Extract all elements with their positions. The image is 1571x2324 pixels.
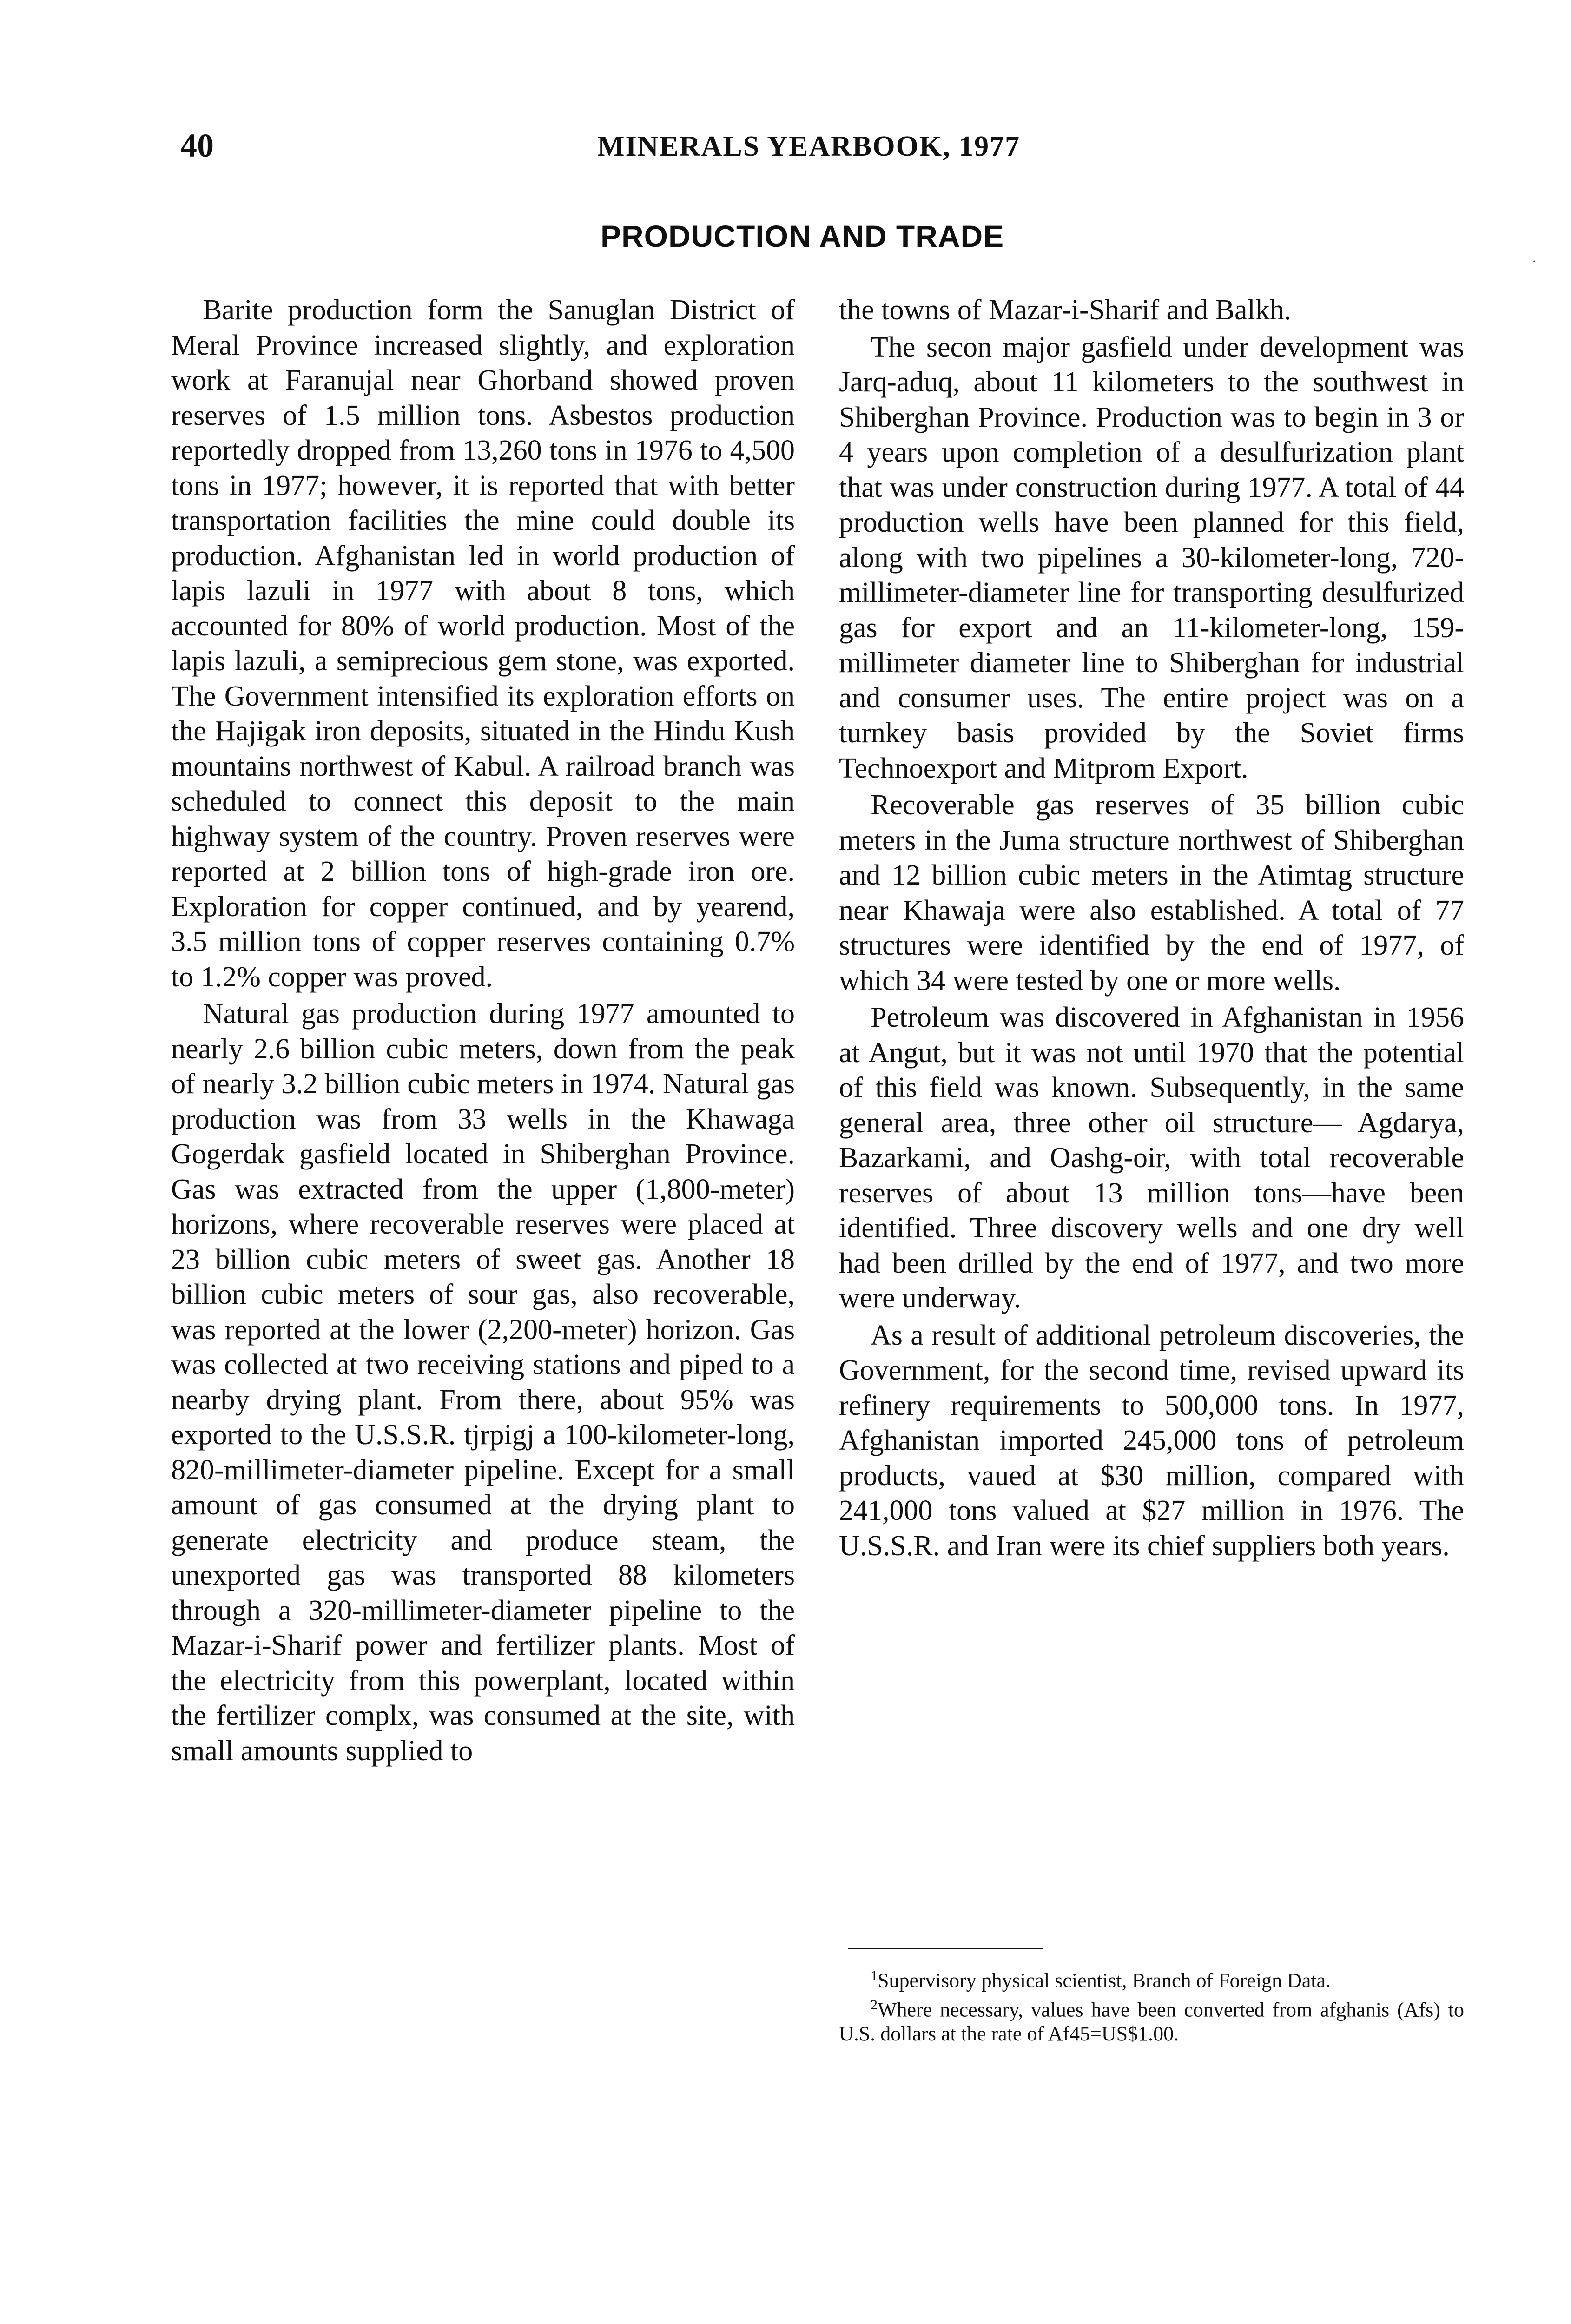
left-column	[171, 293, 795, 1769]
footnote-2-mark: 2	[871, 1997, 878, 2013]
footnote-1-mark: 1	[871, 1968, 878, 1983]
paragraph-gas-reserves: Recoverable gas reserves of 35 billion cubic meters in the Juma structure northwest of Shiberghan and 12 billion cubic meters in the Atimtag structure near Khawaja were also established. A total of 77 structures were identified by the end of 1977, of which 34 were tested by one or more wells.	[839, 789, 1464, 997]
paragraph-continuation: the towns of Mazar-i-Sharif and Balkh.	[839, 294, 1292, 326]
paragraph-refinery: As a result of additional petroleum discoveries, the Government, for the second time, revised upward its refinery requirements to 500,000 tons. In 1977, Afghanistan imported 245,000 tons of petroleum products, vaued at $30 million, compared with 241,000 tons valued at $27 million in 1976. The U.S.S.R. and Iran were its chief suppliers both years.	[839, 1319, 1464, 1562]
paragraph-natural-gas: Natural gas production during 1977 amounted to nearly 2.6 billion cubic meters, down from the peak of nearly 3.2 billion cubic meters in 1974. Natural gas production was from 33 wells in the Khawaga Gogerdak gasfield located in Shiberghan Province. Gas was extracted from the upper (1,800-meter) horizons, where recoverable reserves were placed at 23 billion cubic meters of sweet gas. Another 18 billion cubic meters of sour gas, also recoverable, was reported at the lower (2,200-meter) horizon. Gas was collected at two receiving stations and piped to a nearby drying plant. From there, about 95% was exported to the U.S.S.R. tjrpigj a 100-kilometer-long, 820-millimeter-diameter pipeline. Except for a small amount of gas consumed at the drying plant to generate electricity and produce steam, the unexported gas was transported 88 kilometers through a 320-millimeter-diameter pipeline to the Mazar-i-Sharif power and fertilizer plants. Most of the electricity from this powerplant, located within the fertilizer complx, was consumed at the site, with small amounts supplied to	[171, 998, 795, 1767]
right-column	[839, 293, 1464, 1564]
page-number: 40	[180, 127, 214, 164]
footnotes	[839, 1964, 1464, 2046]
paragraph-barite: Barite production form the Sanuglan District of Meral Province increased slightly, and exploration work at Faranujal near Ghorband showed proven reserves of 1.5 million tons. Asbestos production reportedly dropped from 13,260 tons in 1976 to 4,500 tons in 1977; however, it is reported that with better transportation facilities the mine could double its production. Afghanistan led in world production of lapis lazuli in 1977 with about 8 tons, which accounted for 80% of world production. Most of the lapis lazuli, a semiprecious gem stone, was exported. The Government intensified its exploration efforts on the Hajigak iron deposits, situated in the Hindu Kush mountains northwest of Kabul. A railroad branch was scheduled to connect this deposit to the main highway system of the country. Proven reserves were reported at 2 billion tons of high-grade iron ore. Exploration for copper continued, and by yearend, 3.5 million tons of copper reserves containing 0.7% to 1.2% copper was proved.	[171, 294, 795, 993]
footnote-rule	[848, 1948, 1043, 1949]
footnote-2	[839, 1993, 1464, 2047]
section-title: PRODUCTION AND TRADE	[601, 219, 1004, 253]
footnote-1	[839, 1964, 1464, 1993]
paragraph-petroleum: Petroleum was discovered in Afghanistan in 1956 at Angut, but it was not until 1970 that the potential of this field was known. Subsequently, in the same general area, three other oil structure— Agdarya, Bazarkami, and Oashg-oir, with total recoverable reserves of about 13 million tons—have been identified. Three discovery wells and one dry well had been drilled by the end of 1977, and two more were underway.	[839, 1002, 1464, 1314]
footnote-1-text: Supervisory physical scientist, Branch of Foreign Data.	[878, 1969, 1331, 1992]
footnote-2-text: Where necessary, values have been converted from afghanis (Afs) to U.S. dollars at the rate of Af45=US$1.00.	[839, 1998, 1464, 2046]
stray-mark: ·	[1532, 254, 1537, 269]
running-head: MINERALS YEARBOOK, 1977	[597, 131, 1021, 162]
paragraph-jarq-aduq: The secon major gasfield under development was Jarq-aduq, about 11 kilometers to the southwest in Shiberghan Province. Production was to begin in 3 or 4 years upon completion of a desulfurization plant that was under construction during 1977. A total of 44 production wells have been planned for this field, along with two pipelines a 30-kilometer-long, 720-millimeter-diameter line for transporting desulfurized gas for export and an 11-kilometer-long, 159-millimeter diameter line to Shiberghan for industrial and consumer uses. The entire project was on a turnkey basis provided by the Soviet firms Technoexport and Mitprom Export.	[839, 331, 1464, 784]
